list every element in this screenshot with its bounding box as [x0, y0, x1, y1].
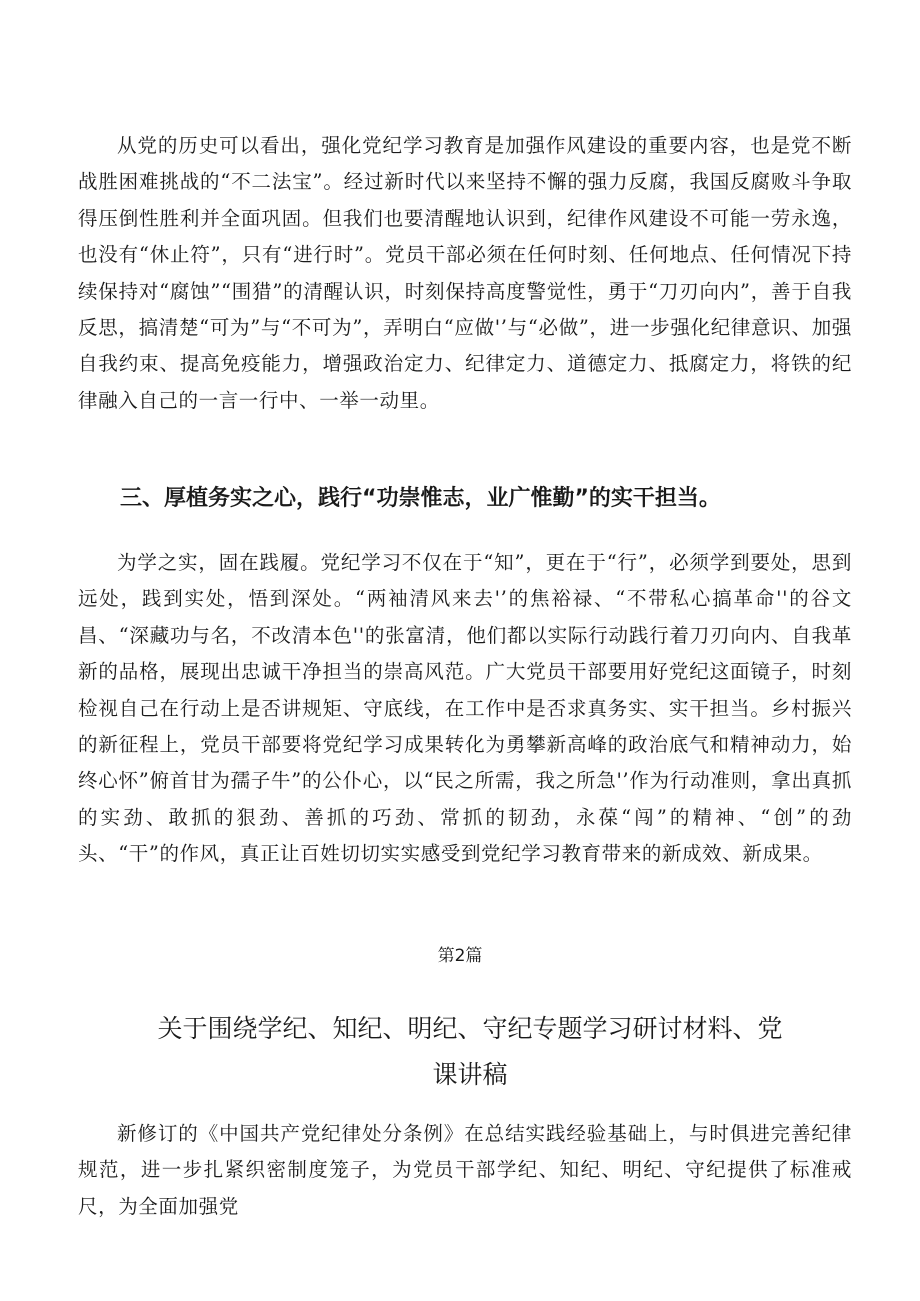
document-title: 关于围绕学纪、知纪、明纪、守纪专题学习研讨材料、党课讲稿	[157, 1014, 783, 1089]
body-paragraph: 新修订的《中国共产党纪律处分条例》在总结实践经验基础上，与时俱进完善纪律规范，进一步扎紧织密制度笼子，为党员干部学纪、知纪、明纪、守纪提供了标准戒尺，为全面加强党	[78, 1122, 852, 1218]
section-heading: 三、厚植务实之心，践行“功崇惟志，业广惟勤”的实干担当。	[120, 486, 721, 511]
part-label: 第2篇	[437, 946, 483, 966]
body-paragraph: 从党的历史可以看出，强化党纪学习教育是加强作风建设的重要内容，也是党不断战胜困难挑战的“不二法宝”。经过新时代以来坚持不懈的强力反腐，我国反腐败斗争取得压倒性胜利并全面巩固。但我们也要清醒地认识到，纪律作风建设不可能一劳永逸，也没有“休止符”，只有“进行时”。党员干部必须在任何时刻、任何地点、任何情况下持续保持对“腐蚀”“围猎”的清醒认识，时刻保持高度警觉性，勇于“刀刃向内”，善于自我反思，搞清楚“可为”与“不可为”，弄明白“应做'’与“必做”，进一步强化纪律意识、加强自我约束、提高免疫能力，增强政治定力、纪律定力、道德定力、抵腐定力，将铁的纪律融入自己的一言一行中、一举一动里。	[78, 134, 852, 412]
body-paragraph: 为学之实，固在践履。党纪学习不仅在于“知”，更在于“行”，必须学到要处，思到远处，践到实处，悟到深处。“两袖清风来去'’的焦裕禄、“不带私心搞革命''的谷文昌、“深藏功与名，不改清本色''的张富清，他们都以实际行动践行着刀刃向内、自我革新的品格，展现出忠诚干净担当的崇高风范。广大党员干部要用好党纪这面镜子，时刻检视自己在行动上是否讲规矩、守底线，在工作中是否求真务实、实干担当。乡村振兴的新征程上，党员干部要将党纪学习成果转化为勇攀新高峰的政治底气和精神动力，始终心怀”俯首甘为孺子牛”的公仆心，以“民之所需，我之所急'’作为行动准则，拿出真抓的实劲、敢抓的狠劲、善抓的巧劲、常抓的韧劲，永葆“闯”的精神、“创”的劲头、“干”的作风，真正让百姓切切实实感受到党纪学习教育带来的新成效、新成果。	[78, 551, 852, 866]
